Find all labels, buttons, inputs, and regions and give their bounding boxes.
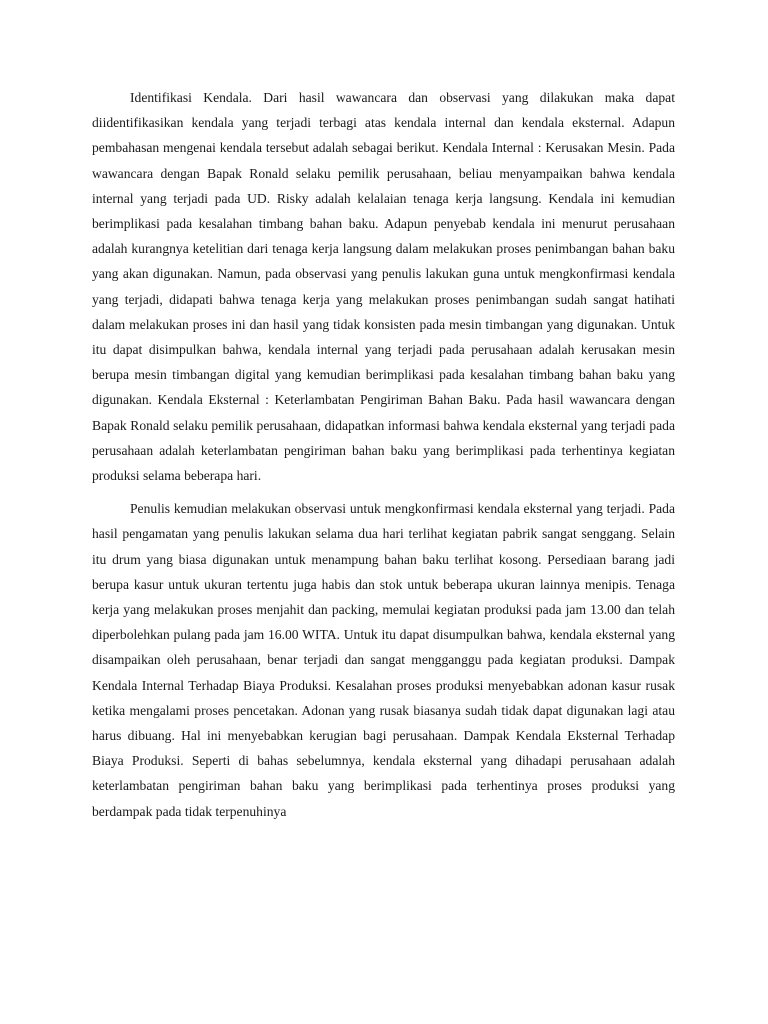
paragraph: Penulis kemudian melakukan observasi untuk mengkonfirmasi kendala eksternal yang terjadi. Pada hasil pengamatan yang penulis lakukan selama dua hari terlihat kegiatan pabrik sangat senggang. Selain itu drum yang biasa digunakan untuk menampung bahan baku terlihat kosong. Persediaan barang jadi berupa kasur untuk ukuran tertentu juga habis dan stok untuk beberapa ukuran lainnya menipis. Tenaga kerja yang melakukan proses menjahit dan packing, memulai kegiatan produksi pada jam 13.00 dan telah diperbolehkan pulang pada jam 16.00 WITA. Untuk itu dapat disumpulkan bahwa, kendala eksternal yang disampaikan oleh perusahaan, benar terjadi dan sangat mengganggu pada kegiatan produksi. Dampak Kendala Internal Terhadap Biaya Produksi. Kesalahan proses produksi menyebabkan adonan kasur rusak ketika mengalami proses pencetakan. Adonan yang rusak biasanya sudah tidak dapat digunakan lagi atau harus dibuang. Hal ini menyebabkan kerugian bagi perusahaan. Dampak Kendala Eksternal Terhadap Biaya Produksi. Seperti di bahas sebelumnya, kendala eksternal yang dihadapi perusahaan adalah keterlambatan pengiriman bahan baku yang berimplikasi pada terhentinya proses produksi yang berdampak pada tidak terpenuhinya — [92, 501, 675, 819]
paragraph: Identifikasi Kendala. Dari hasil wawancara dan observasi yang dilakukan maka dapat diidentifikasikan kendala yang terjadi terbagi atas kendala internal dan kendala eksternal. Adapun pembahasan mengenai kendala tersebut adalah sebagai berikut. Kendala Internal : Kerusakan Mesin. Pada wawancara dengan Bapak Ronald selaku pemilik perusahaan, beliau menyampaikan bahwa kendala internal yang terjadi pada UD. Risky adalah kelalaian tenaga kerja langsung. Kendala ini kemudian berimplikasi pada kesalahan timbang bahan baku. Adapun penyebab kendala ini menurut perusahaan adalah kurangnya ketelitian dari tenaga kerja langsung dalam melakukan proses penimbangan bahan baku yang akan digunakan. Namun, pada observasi yang penulis lakukan guna untuk mengkonfirmasi kendala yang terjadi, didapati bahwa tenaga kerja yang melakukan proses penimbangan sudah sangat hatihati dalam melakukan proses ini dan hasil yang tidak konsisten pada mesin timbangan yang digunakan. Untuk itu dapat disimpulkan bahwa, kendala internal yang terjadi pada perusahaan adalah kerusakan mesin berupa mesin timbangan digital yang kemudian berimplikasi pada kesalahan timbang bahan baku yang digunakan. Kendala Eksternal : Keterlambatan Pengiriman Bahan Baku. Pada hasil wawancara dengan Bapak Ronald selaku pemilik perusahaan, didapatkan informasi bahwa kendala eksternal yang terjadi pada perusahaan adalah keterlambatan pengiriman bahan baku yang berimplikasi pada terhentinya kegiatan produksi selama beberapa hari. — [92, 90, 675, 484]
document-body — [92, 85, 675, 824]
